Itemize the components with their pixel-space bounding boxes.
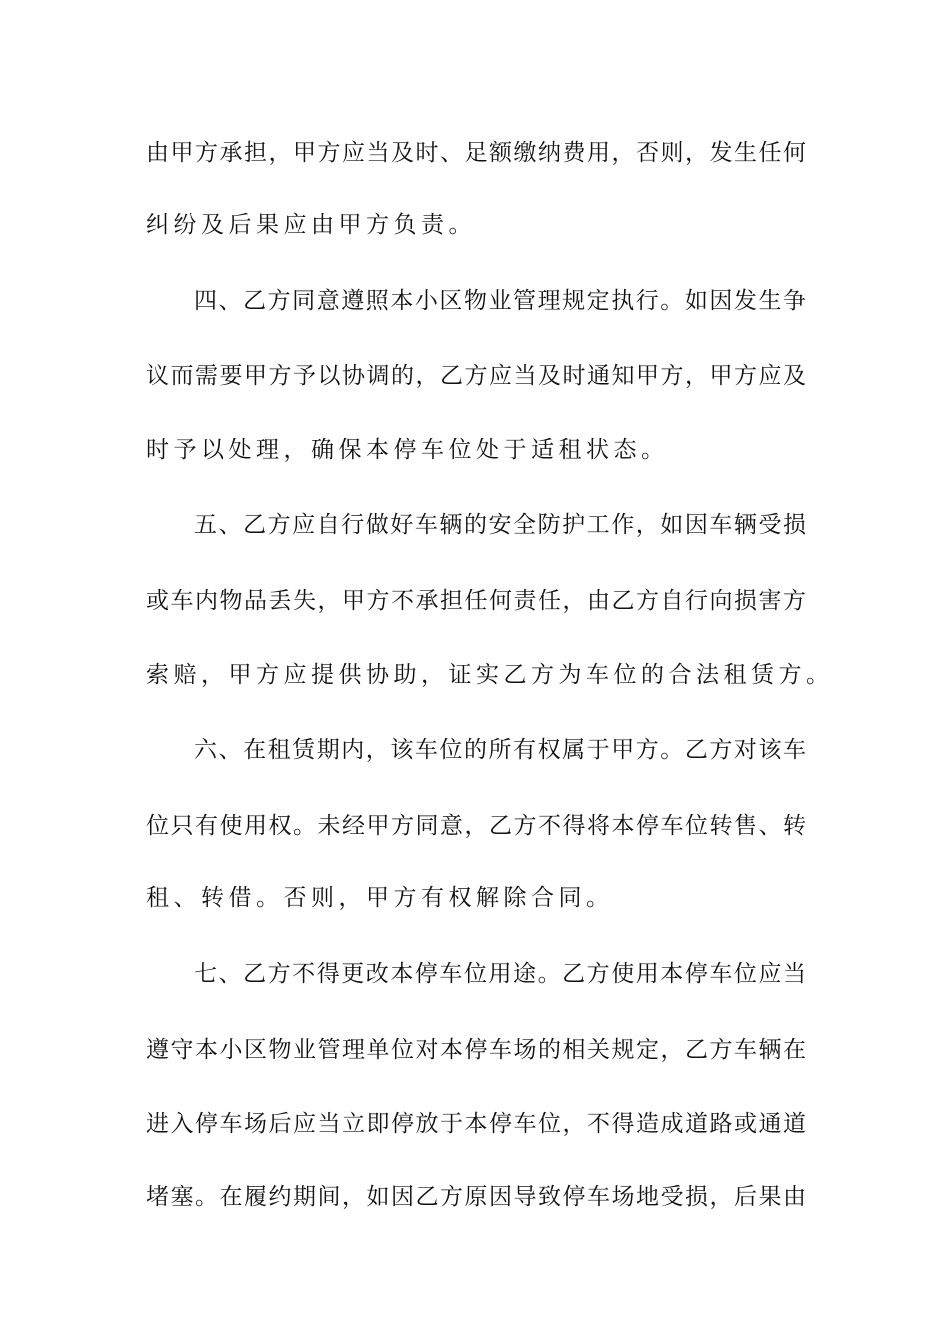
clause-5-line-3: 索赔，甲方应提供协助，证实乙方为车位的合法租赁方。 xyxy=(146,662,834,688)
clause-5-line-1: 五、乙方应自行做好车辆的安全防护工作，如因车辆受损 xyxy=(194,512,806,538)
clause-6-line-1: 六、在租赁期内，该车位的所有权属于甲方。乙方对该车 xyxy=(194,737,806,763)
clause-6-line-2: 位只有使用权。未经甲方同意，乙方不得将本停车位转售、转 xyxy=(146,813,806,839)
clause-5-line-2: 或车内物品丢失，甲方不承担任何责任，由乙方自行向损害方 xyxy=(146,588,806,614)
clause-4-line-1: 四、乙方同意遵照本小区物业管理规定执行。如因发生争 xyxy=(194,288,806,314)
clause-7-line-3: 进入停车场后应当立即停放于本停车位，不得造成道路或通道 xyxy=(146,1111,806,1137)
clause-4-line-3: 时予以处理，确保本停车位处于适租状态。 xyxy=(146,437,669,463)
clause-7-line-2: 遵守本小区物业管理单位对本停车场的相关规定，乙方车辆在 xyxy=(146,1037,806,1063)
clause-7-line-1: 七、乙方不得更改本停车位用途。乙方使用本停车位应当 xyxy=(194,961,806,987)
text-line-1: 由甲方承担，甲方应当及时、足额缴纳费用，否则，发生任何 xyxy=(146,140,806,166)
text-line-2: 纠纷及后果应由甲方负责。 xyxy=(146,212,476,238)
clause-7-line-4: 堵塞。在履约期间，如因乙方原因导致停车场地受损，后果由 xyxy=(146,1184,806,1210)
clause-4-line-2: 议而需要甲方予以协调的，乙方应当及时通知甲方，甲方应及 xyxy=(146,363,806,389)
clause-6-line-3: 租、转借。否则，甲方有权解除合同。 xyxy=(146,885,614,911)
